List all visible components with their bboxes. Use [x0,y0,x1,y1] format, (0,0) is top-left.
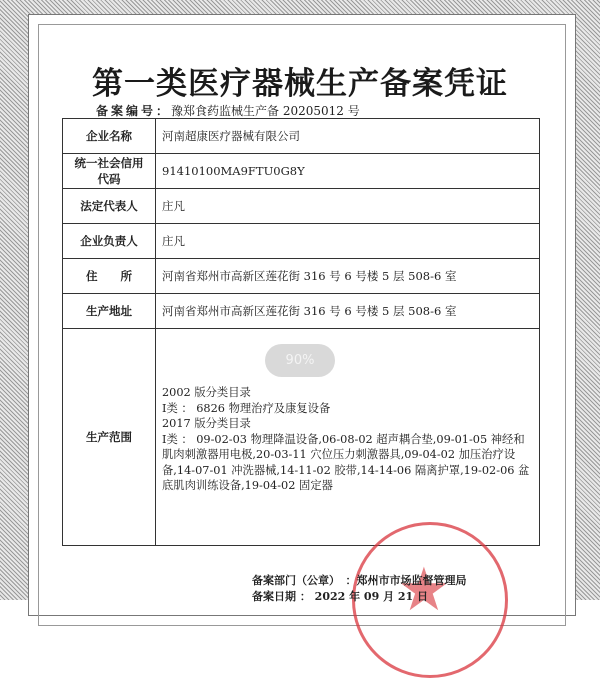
table-row [63,154,540,189]
filing-date: 备案日期 ： 2022 年 09 月 21 日 [252,590,429,603]
scope-line: 2002 版分类目录 [162,386,251,399]
registration-label: 备案编号： [96,104,172,118]
filing-department: 备案部门（公章） ：郑州市市场监督管理局 [252,574,467,587]
row-label: 法定代表人 [63,189,156,224]
table-row [63,224,540,259]
table-row [63,294,540,329]
scope-label: 生产范围 [63,329,156,546]
row-label: 生产地址 [63,294,156,329]
table-row [63,259,540,294]
scope-value [156,329,540,546]
row-label: 企业名称 [63,119,156,154]
row-value: 河南超康医疗器械有限公司 [156,119,540,154]
row-label: 企业负责人 [63,224,156,259]
certificate-title: 第一类医疗器械生产备案凭证 [92,66,508,102]
star-icon: ★ [397,555,451,625]
row-value: 庄凡 [156,189,540,224]
table-row [63,189,540,224]
row-value: 91410100MA9FTU0G8Y [156,154,540,189]
row-value: 河南省郑州市高新区莲花街 316 号 6 号楼 5 层 508-6 室 [156,294,540,329]
row-value: 河南省郑州市高新区莲花街 316 号 6 号楼 5 层 508-6 室 [156,259,540,294]
zoom-level-indicator: 90% [265,344,335,377]
row-label: 统一社会信用代码 [63,154,156,189]
registration-number [96,102,360,119]
registration-value: 豫郑食药监械生产备 20205012 号 [171,104,360,118]
certificate-table [62,118,540,546]
scope-line: Ⅰ类 ： 09-02-03 物理降温设备,06-08-02 超声耦合垫,09-01-05 神经和肌肉刺激器用电极,20-03-11 穴位压力刺激器具,09-04-02 加压治疗设备,14-07-01 冲洗器械,14-11-02 胶带,14-14-06 隔离护罩,19-02-06 盆底肌肉训练设备,19-04-02 固定器 [162,432,530,492]
table-row [63,119,540,154]
scope-line: Ⅰ类 ： 6826 物理治疗及康复设备 [162,401,331,415]
row-label: 住 所 [63,259,156,294]
scope-line: 2017 版分类目录 [162,417,251,430]
row-value: 庄凡 [156,224,540,259]
